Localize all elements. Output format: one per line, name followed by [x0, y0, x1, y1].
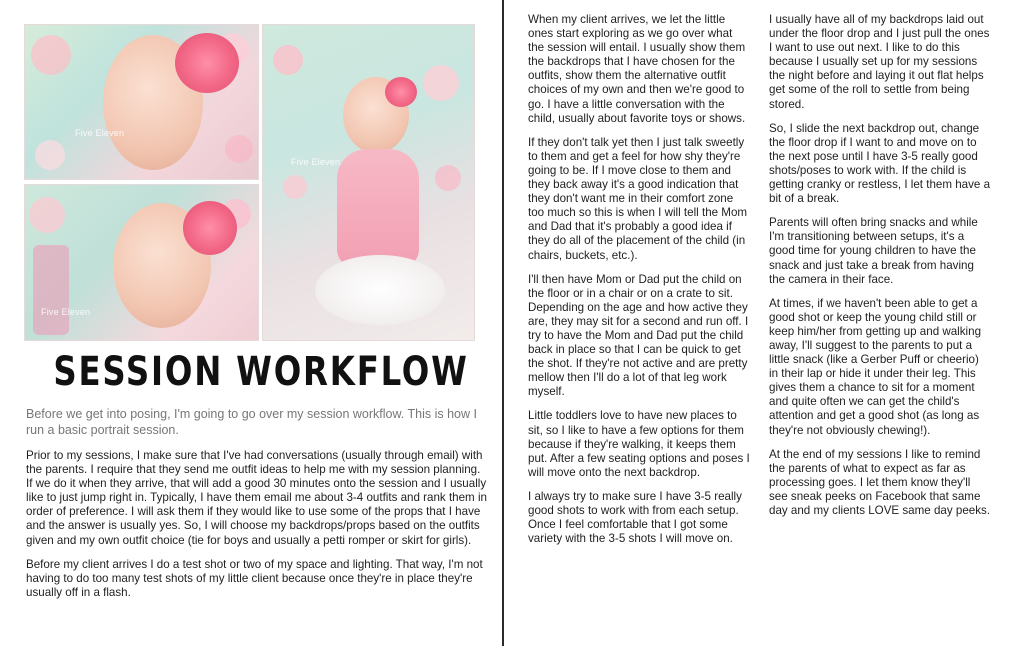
- page-divider: [502, 0, 504, 646]
- paragraph: At the end of my sessions I like to remind the parents of what to expect as far as processing goes. I let them know they'll see sneak peeks on Facebook that same day and my clients LOVE same day peeks.: [769, 447, 991, 517]
- photo-baby-closeup-bottom: [24, 184, 259, 341]
- left-column: [26, 449, 488, 610]
- middle-column: [528, 13, 750, 556]
- paragraph: When my client arrives, we let the little ones start exploring as we go over what the session will entail. I usually show them the backdrops that I have chosen for the outfits, show them the alternative outfit choices of my own and then we're good to go. I have a little conversation with the child, usually about favorite toys or shows.: [528, 13, 746, 125]
- paragraph: At times, if we haven't been able to get a good shot or keep the young child still or keep him/her from getting up and walking away, I'll suggest to the parents to put a little snack (like a Gerber Puff or cheerio) in their lap or hide it under their leg. This gives them a chance to sit for a moment and quite often we can get the child's attention and get a good shot (as long as they're not obviously chewing!).: [769, 296, 982, 437]
- paragraph: I usually have all of my backdrops laid out under the floor drop and I just pull the ones I want to use out next. I like to do this because I usually set up for my sessions the night before and laying it out flat helps get some of the roll to settle from being stored.: [769, 13, 990, 111]
- intro-text: Before we get into posing, I'm going to go over my session workflow. This is how I run a basic portrait session.: [26, 407, 477, 437]
- watermark: Five Eleven: [291, 157, 341, 167]
- paragraph: Parents will often bring snacks and while I'm transitioning between setups, it's a good time for young children to have the snack and just take a break from having the camera in their face.: [769, 216, 978, 286]
- page-title: SESSION WORKFLOW: [53, 349, 469, 395]
- paragraph: Little toddlers love to have new places to sit, so I like to have a few options for them because if they're walking, it keeps them put. After a few seating options and poses I will move onto the next backdrop.: [528, 409, 750, 479]
- photo-baby-closeup-top: [24, 24, 259, 180]
- paragraph: If they don't talk yet then I just talk sweetly to them and get a feel for how shy they're going to be. If I move close to them and they back away it's a good indication that they don't want me in their comfort zone too much so this is when I will tell the Mom and Dad that it's probably a good idea if they do all of the placement of the child (in chairs, buckets, etc.).: [528, 135, 748, 262]
- watermark: Five Eleven: [75, 128, 125, 138]
- paragraph: I'll then have Mom or Dad put the child on the floor or in a chair or on a crate to sit. Depending on the age and how active they are, they may sit for a second and run off. I try to have the Mom and Dad put the child back in place so that I can be quick to get the shot. If they're not active and are pretty mellow then I'll do a lot of that leg work myself.: [528, 272, 749, 399]
- right-column: [769, 13, 991, 528]
- watermark: Five Eleven: [41, 307, 91, 317]
- paragraph: Prior to my sessions, I make sure that I've had conversations (usually through email) with the parents. I require that they send me outfit ideas to help me with my session planning. If we do it when they arrive, that will add a good 30 minutes onto the session and I usually like to just jump right in. Typically, I have them email me about 3-4 outfits and rank them in order of preference. I will ask them if they would like to use some of the props that I have and the answer is usually yes. So, I will choose my backdrops/props based on the outfits given and my own outfit choice (tie for boys and usually a petti romper or skirt for girls).: [26, 449, 487, 547]
- paragraph: So, I slide the next backdrop out, change the floor drop if I want to and move on to the next pose until I have 3-5 really good shots/poses to work with. If the child is getting cranky or restless, I let them have a bit of a break.: [769, 121, 991, 206]
- paragraph: I always try to make sure I have 3-5 really good shots to work with from each setup. Once I feel comfortable that I got some variety with the 3-5 shots I will move on.: [528, 489, 742, 546]
- photo-baby-sitting: [262, 24, 475, 341]
- paragraph: Before my client arrives I do a test shot or two of my space and lighting. That way, I'm not having to do too many test shots of my little client because once they're in place they're usually off in a flash.: [26, 557, 483, 599]
